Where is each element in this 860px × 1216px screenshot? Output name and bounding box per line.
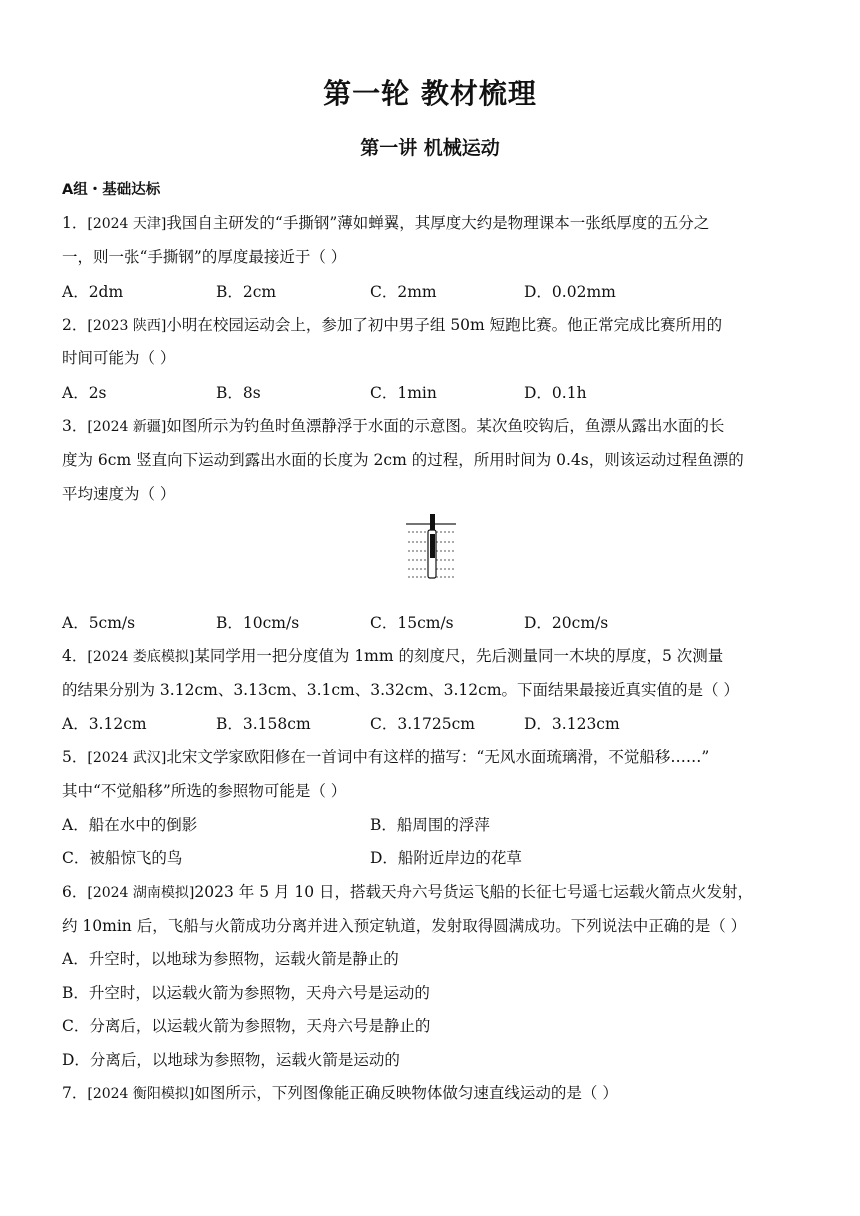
question-7-source: [2024 衡阳模拟] — [87, 1086, 195, 1102]
question-4-option-d: D．3.123cm — [524, 715, 620, 733]
question-4-number: 4． — [62, 647, 88, 665]
question-3-source: [2024 新疆] — [87, 419, 167, 435]
question-4-line-1 — [62, 644, 723, 666]
question-4-text: 某同学用一把分度值为 1mm 的刻度尺，先后测量同一木块的厚度，5 次测量 — [194, 647, 724, 665]
question-1-option-c: C．2mm — [370, 283, 437, 301]
question-1-option-b: B．2cm — [216, 283, 277, 301]
question-3-option-a: A．5cm/s — [62, 614, 136, 632]
question-6-option-d: D．分离后，以地球为参照物，运载火箭是运动的 — [62, 1051, 400, 1069]
question-2-text: 小明在校园运动会上，参加了初中男子组 50m 短跑比赛。他正常完成比赛所用的 — [166, 316, 723, 334]
question-5-text: 北宋文学家欧阳修在一首词中有这样的描写：“无风水面琉璃滑，不觉船移……” — [166, 748, 710, 766]
question-2-line-1 — [62, 313, 722, 335]
question-6-source: [2024 湖南模拟] — [87, 885, 195, 901]
question-5-line-2: 其中“不觉船移”所选的参照物可能是（ ） — [62, 782, 347, 800]
question-5-option-a: A．船在水中的倒影 — [62, 816, 198, 834]
question-3-number: 3． — [62, 417, 88, 435]
question-3-option-d: D．20cm/s — [524, 614, 609, 632]
question-7-line-1 — [62, 1081, 618, 1103]
question-1-text: 我国自主研发的“手撕钢”薄如蝉翼，其厚度大约是物理课本一张纸厚度的五分之 — [166, 214, 710, 232]
question-5-number: 5． — [62, 748, 88, 766]
question-5-option-c: C．被船惊飞的鸟 — [62, 849, 183, 867]
question-2-option-a: A．2s — [62, 384, 107, 402]
question-1-line-1 — [62, 211, 709, 233]
question-3-line-2: 度为 6cm 竖直向下运动到露出水面的长度为 2cm 的过程，所用时间为 0.4s，则该运动过程鱼漂的 — [62, 451, 744, 469]
question-2-source: [2023 陕西] — [87, 318, 167, 334]
question-4-source: [2024 娄底模拟] — [87, 649, 195, 665]
question-5-option-d: D．船附近岸边的花草 — [370, 849, 522, 867]
question-2-line-2: 时间可能为（ ） — [62, 349, 176, 367]
question-2-option-d: D．0.1h — [524, 384, 587, 402]
question-4-line-2: 的结果分别为 3.12cm、3.13cm、3.1cm、3.32cm、3.12cm。下面结果最接近真实值的是（ ） — [62, 681, 739, 699]
question-1-option-d: D．0.02mm — [524, 283, 616, 301]
question-6-number: 6． — [62, 883, 88, 901]
question-7-text: 如图所示，下列图像能正确反映物体做匀速直线运动的是（ ） — [194, 1084, 618, 1102]
question-3-option-b: B．10cm/s — [216, 614, 300, 632]
question-6-text: 2023 年 5 月 10 日，搭载天舟六号货运飞船的长征七号遥七运载火箭点火发射， — [194, 883, 754, 901]
section-title: 第一讲 机械运动 — [360, 137, 500, 159]
float-band — [430, 534, 435, 558]
question-6-option-b: B．升空时，以运载火箭为参照物，天舟六号是运动的 — [62, 984, 430, 1002]
question-6-option-a: A．升空时，以地球为参照物，运载火箭是静止的 — [62, 950, 399, 968]
page-title: 第一轮 教材梳理 — [323, 77, 537, 110]
group-heading: A组・基础达标 — [62, 182, 161, 198]
question-4-option-a: A．3.12cm — [62, 715, 147, 733]
question-3-option-c: C．15cm/s — [370, 614, 454, 632]
question-5-source: [2024 武汉] — [87, 750, 167, 766]
question-1-number: 1． — [62, 214, 88, 232]
question-4-option-b: B．3.158cm — [216, 715, 311, 733]
question-3-text: 如图所示为钓鱼时鱼漂静浮于水面的示意图。某次鱼咬钩后，鱼漂从露出水面的长 — [166, 417, 725, 435]
question-2-option-b: B．8s — [216, 384, 261, 402]
question-6-line-1 — [62, 880, 753, 902]
question-7-number: 7． — [62, 1084, 88, 1102]
question-1-source: [2024 天津] — [87, 216, 167, 232]
question-6-option-c: C．分离后，以运载火箭为参照物，天舟六号是静止的 — [62, 1017, 431, 1035]
question-2-option-c: C．1min — [370, 384, 437, 402]
question-1-line-2: 一，则一张“手撕钢”的厚度最接近于（ ） — [62, 248, 347, 266]
question-3-line-3: 平均速度为（ ） — [62, 485, 176, 503]
question-4-option-c: C．3.1725cm — [370, 715, 475, 733]
question-6-line-2: 约 10min 后，飞船与火箭成功分离并进入预定轨道，发射取得圆满成功。下列说法中正确的是（ ） — [62, 917, 747, 935]
question-2-number: 2． — [62, 316, 88, 334]
fishing-float-figure — [400, 510, 462, 582]
question-5-line-1 — [62, 745, 709, 767]
question-3-line-1 — [62, 414, 724, 436]
question-1-option-a: A．2dm — [62, 283, 124, 301]
question-5-option-b: B．船周围的浮萍 — [370, 816, 490, 834]
